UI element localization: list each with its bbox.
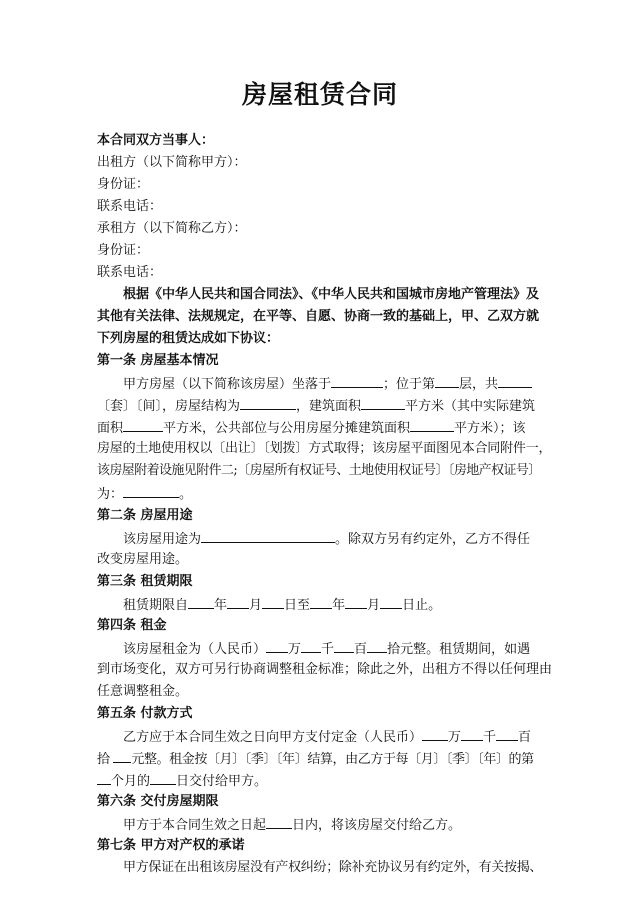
lessee-label: 承租方（以下简称乙方）： bbox=[97, 221, 247, 236]
article-5-line: 拾 元整。租金按〔月〕〔季〕〔年〕结算，由乙方于每〔月〕〔季〕〔年〕的第 bbox=[97, 748, 547, 769]
preamble-line: 根据《中华人民共和国合同法》、《中华人民共和国城市房地产管理法》及 bbox=[123, 287, 540, 302]
lessee-id-label: 身份证： bbox=[97, 243, 150, 258]
location-blank[interactable] bbox=[331, 373, 383, 388]
end-day-blank[interactable] bbox=[380, 594, 402, 609]
rent-qian-blank[interactable] bbox=[301, 638, 321, 653]
rent-shi-blank[interactable] bbox=[367, 638, 387, 653]
start-month-blank[interactable] bbox=[227, 594, 249, 609]
article-1-line: 该房屋附着设施见附件二;〔房屋所有权证号、土地使用权证号〕〔房地产权证号〕 bbox=[97, 463, 541, 478]
article-1-line: 房屋的土地使用权以〔出让〕〔划拨〕方式取得；该房屋平面图见本合同附件一， bbox=[97, 441, 552, 456]
article-2-line: 改变房屋用途。 bbox=[97, 552, 189, 567]
article-4-line: 该房屋租金为（人民币） 万 千 百 拾元整。租赁期间，如遇 bbox=[123, 638, 547, 659]
floor-blank[interactable] bbox=[435, 373, 459, 388]
start-day-blank[interactable] bbox=[262, 594, 284, 609]
deposit-wan-blank[interactable] bbox=[422, 726, 448, 741]
article-1-line: 甲方房屋（以下简称该房屋）坐落于 ；位于第 层，共 bbox=[123, 373, 547, 394]
certificate-number-blank[interactable] bbox=[123, 483, 179, 498]
article-3-line: 租赁期限自 年 月 日至 年 月 日止。 bbox=[123, 594, 547, 615]
article-2-line: 该房屋用途为 。除双方另有约定外，乙方不得任 bbox=[123, 528, 547, 549]
article-4-heading: 第四条 租金 bbox=[97, 618, 167, 633]
article-5-line: 乙方应于本合同生效之日向甲方支付定金（人民币） 万 千 百 bbox=[123, 726, 547, 747]
article-6-heading: 第六条 交付房屋期限 bbox=[97, 794, 219, 809]
article-6-line: 甲方于本合同生效之日起 日内，将该房屋交付给乙方。 bbox=[123, 814, 547, 835]
preamble-line: 下列房屋的租赁达成如下协议： bbox=[97, 331, 280, 346]
lessor-phone-label: 联系电话： bbox=[97, 199, 163, 214]
building-area-blank[interactable] bbox=[361, 395, 405, 410]
article-5-heading: 第五条 付款方式 bbox=[97, 706, 193, 721]
preamble-line: 其他有关法律、法规规定，在平等、自愿、协商一致的基础上，甲、乙双方就 bbox=[97, 309, 540, 324]
article-1-heading: 第一条 房屋基本情况 bbox=[97, 353, 219, 368]
article-4-line: 到市场变化，双方可另行协商调整租金标准；除此之外，出租方不得以任何理由 bbox=[97, 662, 553, 677]
article-3-heading: 第三条 租赁期限 bbox=[97, 574, 193, 589]
payment-day-blank[interactable] bbox=[150, 770, 176, 785]
deposit-shi-blank[interactable] bbox=[113, 748, 131, 763]
end-year-blank[interactable] bbox=[310, 594, 332, 609]
lessor-label: 出租方（以下简称甲方）： bbox=[97, 155, 247, 170]
start-year-blank[interactable] bbox=[188, 594, 214, 609]
deposit-qian-blank[interactable] bbox=[461, 726, 483, 741]
article-1-line: 面积 平方米，公共部位与公用房屋分摊建筑面积 平方米）；该 bbox=[97, 417, 547, 438]
payment-period-blank[interactable] bbox=[97, 770, 111, 785]
document-title: 房屋租赁合同 bbox=[241, 80, 398, 109]
article-1-line: 〔套〕〔间〕，房屋结构为 ，建筑面积 平方米（其中实际建筑 bbox=[97, 395, 547, 416]
article-4-line: 任意调整租金。 bbox=[97, 684, 189, 699]
lessee-phone-label: 联系电话： bbox=[97, 265, 163, 280]
actual-area-blank[interactable] bbox=[123, 417, 163, 432]
total-floors-blank[interactable] bbox=[498, 373, 532, 388]
article-7-line: 甲方保证在出租该房屋没有产权纠纷；除补充协议另有约定外，有关按揭、 bbox=[123, 860, 543, 875]
article-7-heading: 第七条 甲方对产权的承诺 bbox=[97, 838, 245, 853]
shared-area-blank[interactable] bbox=[410, 417, 454, 432]
rent-bai-blank[interactable] bbox=[334, 638, 354, 653]
end-month-blank[interactable] bbox=[345, 594, 367, 609]
rent-wan-blank[interactable] bbox=[266, 638, 288, 653]
parties-heading: 本合同双方当事人： bbox=[97, 133, 215, 148]
deposit-bai-blank[interactable] bbox=[496, 726, 518, 741]
lessor-id-label: 身份证： bbox=[97, 177, 150, 192]
usage-blank[interactable] bbox=[201, 528, 335, 543]
article-2-heading: 第二条 房屋用途 bbox=[97, 508, 193, 523]
delivery-days-blank[interactable] bbox=[266, 814, 292, 829]
article-5-line: 个月的 日交付给甲方。 bbox=[97, 770, 547, 791]
article-1-line: 为： 。 bbox=[97, 483, 547, 504]
structure-blank[interactable] bbox=[240, 395, 296, 410]
